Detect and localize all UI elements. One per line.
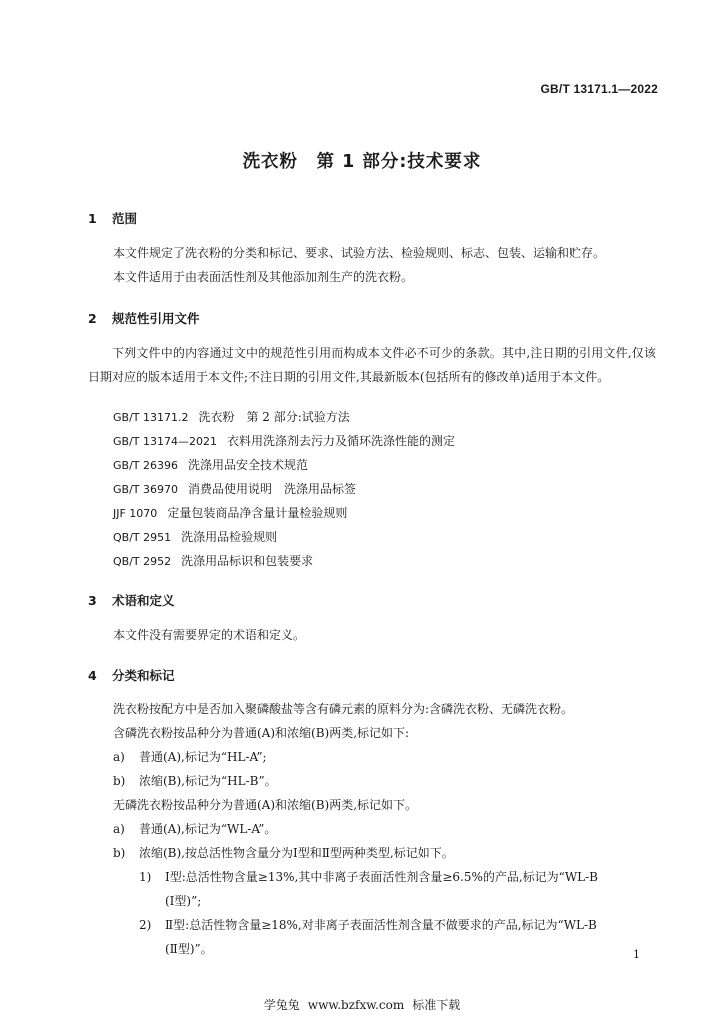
list-text: 普通(A),标记为“HL-A”;	[139, 750, 267, 764]
sub-list-text: Ⅰ型:总活性物含量≥13%,其中非离子表面活性剂含量≥6.5%的产品,标记为“WL-B	[165, 870, 598, 884]
standard-code: GB/T 13171.1—2022	[540, 82, 658, 96]
sub-list-continuation: (Ⅱ型)”。	[165, 942, 213, 956]
reference-code: QB/T 2951	[113, 531, 172, 544]
reference-code: GB/T 13171.2	[113, 411, 189, 424]
section-title: 范围	[112, 211, 138, 226]
reference-item	[113, 432, 455, 449]
document-title: 洗衣粉 第 1 部分:技术要求	[242, 152, 482, 172]
reference-item	[113, 408, 350, 425]
footer-site-name: 学兔兔	[263, 998, 300, 1012]
footer-site-slogan: 标准下载	[412, 998, 461, 1012]
sub-list-item	[139, 917, 597, 933]
list-text: 浓缩(B),按总活性物含量分为Ⅰ型和Ⅱ型两种类型,标记如下。	[139, 846, 454, 860]
normative-intro-paragraph: 下列文件中的内容通过文中的规范性引用而构成本文件必不可少的条款。其中,注日期的引用文件,仅该日期对应的版本适用于本文件;不注日期的引用文件,其最新版本(包括所有的修改单)适用于本文件。	[88, 346, 656, 384]
list-item	[113, 749, 267, 765]
section-number: 2	[88, 311, 97, 326]
page-number: 1	[633, 948, 640, 961]
reference-item	[113, 504, 347, 521]
reference-code: QB/T 2952	[113, 555, 172, 568]
reference-code: GB/T 36970	[113, 483, 178, 496]
list-item	[113, 821, 276, 837]
classification-paragraph-2: 含磷洗衣粉按品种分为普通(A)和浓缩(B)两类,标记如下:	[113, 726, 410, 740]
sub-list-label: 2)	[139, 918, 152, 932]
reference-title: 衣料用洗涤剂去污力及循环洗涤性能的测定	[226, 434, 455, 448]
reference-item	[113, 480, 356, 497]
sub-list-item	[139, 869, 598, 885]
section-4-heading	[88, 666, 175, 684]
sub-list-label: 1)	[139, 870, 152, 884]
reference-title: 洗涤用品标识和包装要求	[181, 554, 314, 568]
list-label: b)	[113, 846, 126, 860]
classification-paragraph-3: 无磷洗衣粉按品种分为普通(A)和浓缩(B)两类,标记如下。	[113, 798, 418, 812]
section-3-heading	[88, 591, 175, 609]
reference-title: 洗衣粉 第 2 部分:试验方法	[198, 410, 350, 424]
reference-title: 洗涤用品安全技术规范	[188, 458, 309, 472]
list-label: a)	[113, 822, 125, 836]
section-title: 分类和标记	[112, 668, 175, 683]
reference-item	[113, 456, 308, 473]
reference-code: GB/T 26396	[113, 459, 178, 472]
reference-code: GB/T 13174—2021	[113, 435, 217, 448]
scope-paragraph-2: 本文件适用于由表面活性剂及其他添加剂生产的洗衣粉。	[113, 270, 414, 284]
reference-title: 洗涤用品检验规则	[181, 530, 278, 544]
classification-paragraph-1: 洗衣粉按配方中是否加入聚磷酸盐等含有磷元素的原料分为:含磷洗衣粉、无磷洗衣粉。	[113, 702, 574, 716]
list-text: 浓缩(B),标记为“HL-B”。	[139, 774, 277, 788]
scope-paragraph-1: 本文件规定了洗衣粉的分类和标记、要求、试验方法、检验规则、标志、包装、运输和贮存。	[113, 246, 606, 260]
reference-item	[113, 552, 313, 569]
section-1-heading	[88, 209, 137, 227]
section-number: 4	[88, 668, 97, 683]
list-item	[113, 773, 277, 789]
footer-site-url[interactable]: www.bzfxw.com	[307, 998, 405, 1012]
section-title: 规范性引用文件	[112, 311, 200, 326]
section-title: 术语和定义	[112, 593, 175, 608]
list-label: b)	[113, 774, 126, 788]
sub-list-continuation: (Ⅰ型)”;	[165, 894, 202, 908]
sub-list-text: Ⅱ型:总活性物含量≥18%,对非离子表面活性剂含量不做要求的产品,标记为“WL-B	[165, 918, 597, 932]
section-number: 1	[88, 211, 97, 226]
section-2-heading	[88, 309, 200, 327]
terms-paragraph: 本文件没有需要界定的术语和定义。	[113, 628, 306, 642]
list-label: a)	[113, 750, 125, 764]
list-item	[113, 845, 454, 861]
list-text: 普通(A),标记为“WL-A”。	[139, 822, 277, 836]
section-number: 3	[88, 593, 97, 608]
reference-title: 定量包装商品净含量计量检验规则	[167, 506, 348, 520]
reference-code: JJF 1070	[113, 507, 158, 520]
footer-watermark	[0, 996, 724, 1013]
reference-title: 消费品使用说明 洗涤用品标签	[188, 482, 357, 496]
reference-item	[113, 528, 277, 545]
